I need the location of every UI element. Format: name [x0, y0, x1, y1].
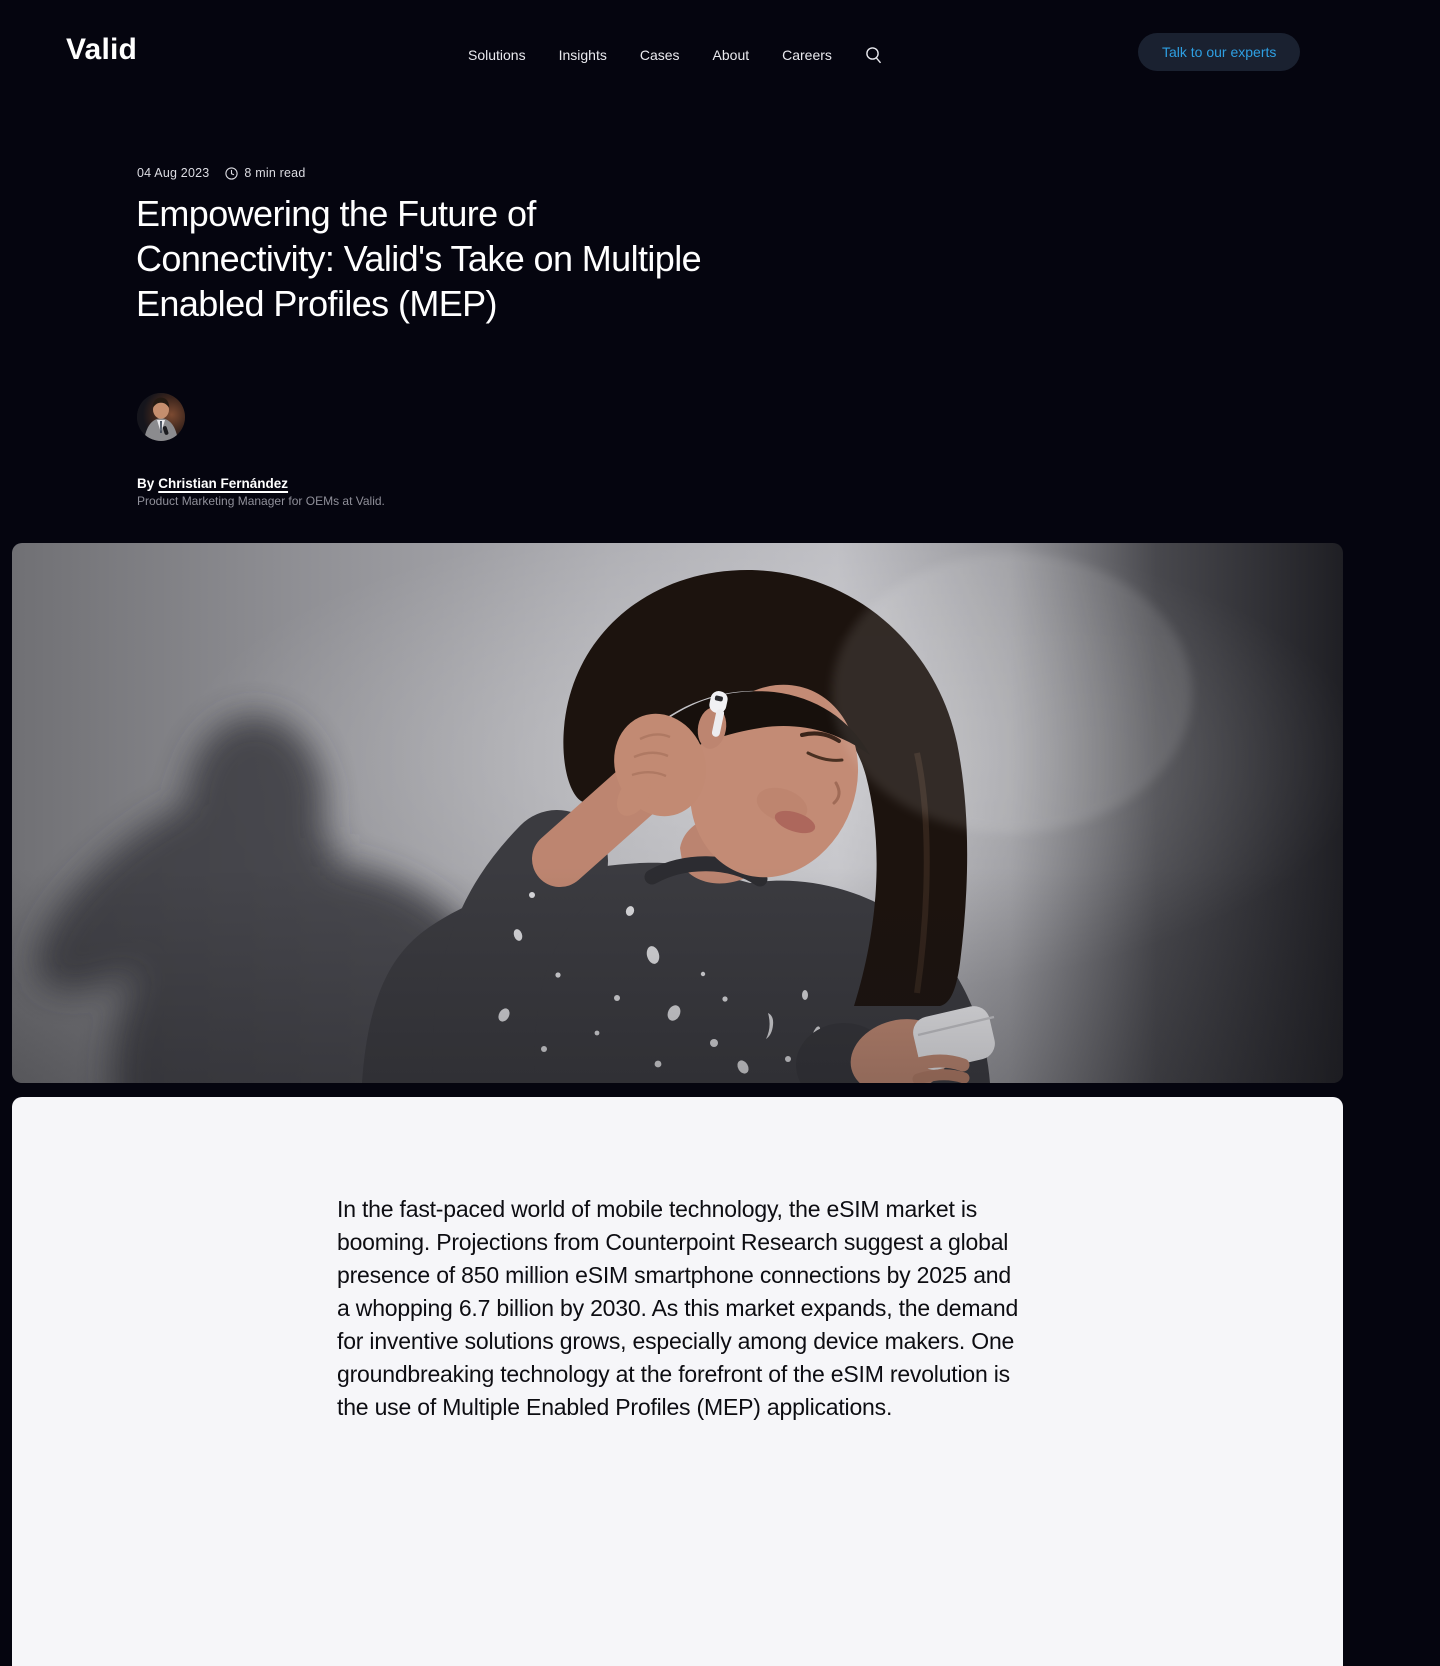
- main-nav: [468, 46, 883, 64]
- brand-logo[interactable]: Valid: [66, 33, 138, 66]
- hero-image: [12, 543, 1343, 1083]
- nav-item-solutions[interactable]: Solutions: [468, 47, 526, 63]
- search-icon[interactable]: [865, 46, 883, 64]
- byline: [137, 476, 288, 491]
- talk-to-experts-button[interactable]: Talk to our experts: [1138, 33, 1300, 71]
- nav-item-insights[interactable]: Insights: [558, 47, 607, 63]
- author-avatar: [137, 393, 185, 441]
- article-meta: [137, 166, 305, 180]
- nav-item-about[interactable]: About: [712, 47, 750, 63]
- read-time: 8 min read: [244, 166, 306, 180]
- clock-icon: [225, 167, 238, 180]
- nav-item-cases[interactable]: Cases: [639, 47, 680, 63]
- author-name-link[interactable]: Christian Fernández: [158, 476, 289, 491]
- page-title: [136, 191, 701, 326]
- article-body-card: [12, 1097, 1343, 1666]
- author-role: Product Marketing Manager for OEMs at Valid.: [137, 494, 385, 508]
- nav-item-careers[interactable]: Careers: [782, 47, 832, 63]
- article-date: 04 Aug 2023: [137, 166, 210, 180]
- title-line-1: Empowering the Future of: [136, 193, 536, 234]
- byline-prefix: By: [137, 476, 155, 491]
- hero-photo-illustration: [12, 543, 1343, 1083]
- title-line-3: Enabled Profiles (MEP): [136, 283, 497, 324]
- title-line-2: Connectivity: Valid's Take on Multiple: [136, 238, 702, 279]
- intro-paragraph: In the fast-paced world of mobile technology, the eSIM market is booming. Projections from Counterpoint Research suggest a global presence of 850 million eSIM smartphone connections by 2025 and a whopping 6.7 billion by 2030. As this market expands, the demand for inventive solutions grows, especially among device makers. One groundbreaking technology at the forefront of the eSIM revolution is the use of Multiple Enabled Profiles (MEP) applications.: [337, 1196, 1019, 1420]
